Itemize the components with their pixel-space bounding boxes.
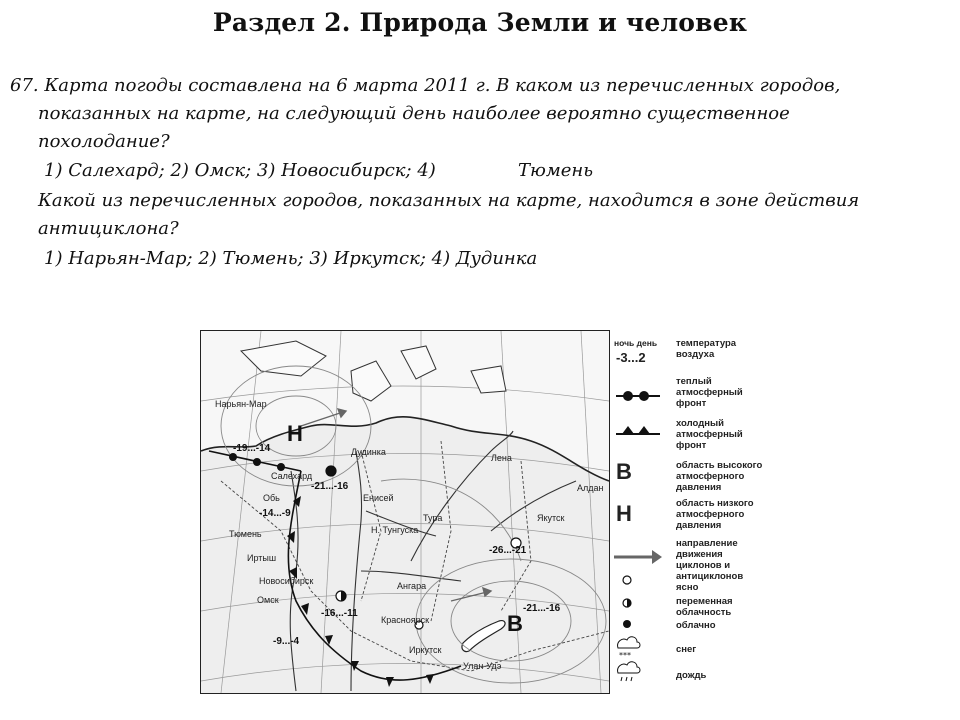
temp-label: -19...-14 xyxy=(233,443,271,454)
temp-label: -9...-4 xyxy=(273,636,300,647)
legend-clear: ясно xyxy=(676,582,699,593)
river-lena: Лена xyxy=(491,453,512,463)
river-ob: Обь xyxy=(263,493,280,503)
legend-header: ночь день xyxy=(614,338,658,348)
temp-label: -16...-11 xyxy=(321,608,358,619)
answer-options-2: 1) Нарьян-Мар; 2) Тюмень; 3) Иркутск; 4) Дудинка xyxy=(44,248,538,269)
city-tura: Тура xyxy=(423,513,443,523)
temp-label: -26...-21 xyxy=(489,545,527,556)
legend-warm-front: теплый атмосферный фронт xyxy=(676,376,743,409)
city-novosibirsk: Новосибирск xyxy=(259,576,314,586)
river-tunguska: Н. Тунгуска xyxy=(371,525,419,535)
question-line-6: антициклона? xyxy=(38,218,179,239)
legend-variable: переменная облачность xyxy=(676,596,733,618)
question-line-1: 67. Карта погоды составлена на 6 марта 2011 г. В каком из перечисленных городов, xyxy=(10,75,841,96)
river-yenisei: Енисей xyxy=(363,493,394,503)
city-irkutsk: Иркутск xyxy=(409,645,442,655)
question-line-3: похолодание? xyxy=(38,131,170,152)
city-ulan-ude: Улан-Удэ xyxy=(463,661,502,671)
page-title: Раздел 2. Природа Земли и человек xyxy=(212,8,748,37)
question-line-2: показанных на карте, на следующий день наиболее вероятно существенное xyxy=(38,103,790,124)
river-irtysh: Иртыш xyxy=(247,553,277,563)
weather-map xyxy=(200,330,610,694)
legend-high-label: область высокого атмосферного давления xyxy=(676,460,763,493)
legend-low-label: область низкого атмосферного давления xyxy=(676,498,754,531)
river-angara: Ангара xyxy=(397,581,427,591)
lake-baikal xyxy=(462,621,505,652)
city-salekhard: Салехард xyxy=(271,471,313,481)
legend-rain: дождь xyxy=(676,670,707,681)
svg-text:***: *** xyxy=(619,651,631,660)
question-line-5: Какой из перечисленных городов, показанных на карте, находится в зоне действия xyxy=(38,190,860,211)
legend-snow: снег xyxy=(676,644,697,655)
map-legend xyxy=(610,330,770,692)
legend-temp-label: температура воздуха xyxy=(676,338,737,360)
temp-label: -14...-9 xyxy=(259,508,291,519)
warm-front xyxy=(209,451,301,471)
low-pressure-label: Н xyxy=(287,421,303,446)
temp-label: -21...-16 xyxy=(311,481,349,492)
temp-label: -21...-16 xyxy=(523,603,561,614)
legend-low-symbol: Н xyxy=(616,501,632,526)
city-yakutsk: Якутск xyxy=(537,513,565,523)
city-naryan-mar: Нарьян-Мар xyxy=(215,399,267,409)
river-aldan: Алдан xyxy=(577,483,604,493)
answer-options-1: 1) Салехард; 2) Омск; 3) Новосибирск; 4) xyxy=(44,160,436,181)
legend-cold-front: холодный атмосферный фронт xyxy=(676,418,743,451)
legend-cloudy: облачно xyxy=(676,620,716,631)
movement-arrows xyxy=(301,409,491,601)
legend-direction: направление движения циклонов и антициклонов xyxy=(676,538,744,582)
city-krasnoyarsk: Красноярск xyxy=(381,615,430,625)
legend-high-symbol: В xyxy=(616,459,632,484)
city-dudinka: Дудинка xyxy=(351,447,386,457)
answer-option-tyumen: Тюмень xyxy=(518,160,594,181)
city-omsk: Омск xyxy=(257,595,279,605)
high-pressure-label: В xyxy=(507,611,523,636)
legend-temp-example: -3...2 xyxy=(616,350,646,365)
city-tyumen: Тюмень xyxy=(229,529,262,539)
